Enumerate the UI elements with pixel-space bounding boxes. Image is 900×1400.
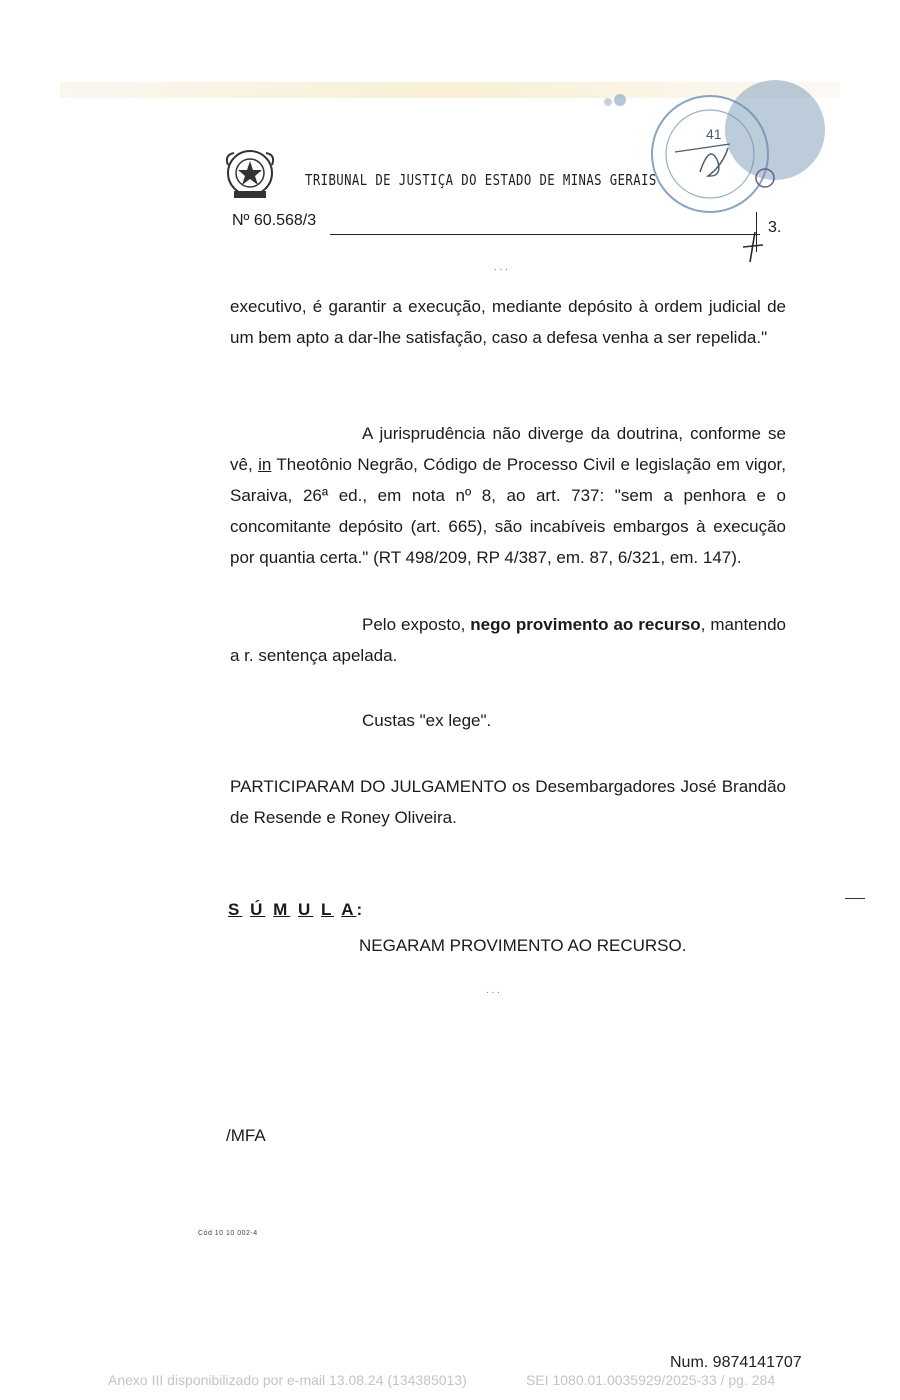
margin-mark: [845, 898, 865, 899]
latin-in: in: [258, 455, 272, 474]
paragraph-2: [230, 418, 786, 573]
paragraph-2-rest: Theotônio Negrão, Código de Processo Civil e legislação em vigor, Saraiva, 26ª ed., em nota nº 8, ao art. 737: "sem a penhora e o concomitante depósito (art. 665), são incabíveis embargos à execução por quantia certa." (RT 498/209, RP 4/387, em. 87, 6/321, em. 147).: [230, 455, 787, 567]
decision-phrase: nego provimento ao recurso: [470, 615, 701, 634]
coat-of-arms-icon: [220, 147, 280, 202]
paragraph-3-start: Pelo exposto,: [362, 615, 471, 634]
annex-note: Anexo III disponibilizado por e-mail 13.08.24 (134385013): [108, 1372, 467, 1388]
court-title: TRIBUNAL DE JUSTIÇA DO ESTADO DE MINAS GERAIS: [305, 171, 657, 189]
form-code: Cód 10 10 002-4: [198, 1230, 258, 1237]
document-number: Num. 9874141707: [670, 1354, 802, 1371]
sei-reference: SEI 1080.01.0035929/2025-33 / pg. 284: [526, 1372, 776, 1388]
paragraph-3-rest: , mantendo a r. sentença apelada.: [230, 615, 787, 665]
stamp-number: 41: [706, 126, 722, 142]
margin-bar: [756, 212, 757, 252]
scan-speck: . . .: [486, 985, 500, 996]
process-underline: [330, 234, 760, 235]
scan-speck: . . .: [494, 262, 508, 273]
paragraph-3: [230, 609, 786, 671]
sumula-label: S Ú M U L A:: [228, 900, 366, 919]
paragraph-costs: Custas "ex lege".: [362, 711, 492, 730]
paragraph-2-start: A jurisprudência não diverge da doutrina, conforme se vê,: [230, 424, 786, 474]
paragraph-1: executivo, é garantir a execução, mediante depósito à ordem judicial de um bem apto a dar-lhe satisfação, caso a defesa venha a ser repelida.": [230, 297, 786, 347]
process-number: Nº 60.568/3: [232, 212, 317, 229]
page-number: 3.: [768, 219, 782, 236]
sumula-text: NEGARAM PROVIMENTO AO RECURSO.: [359, 936, 687, 955]
author-initials: /MFA: [226, 1126, 266, 1145]
paragraph-participants: PARTICIPARAM DO JULGAMENTO os Desembargadores José Brandão de Resende e Roney Oliveira.: [230, 777, 786, 827]
